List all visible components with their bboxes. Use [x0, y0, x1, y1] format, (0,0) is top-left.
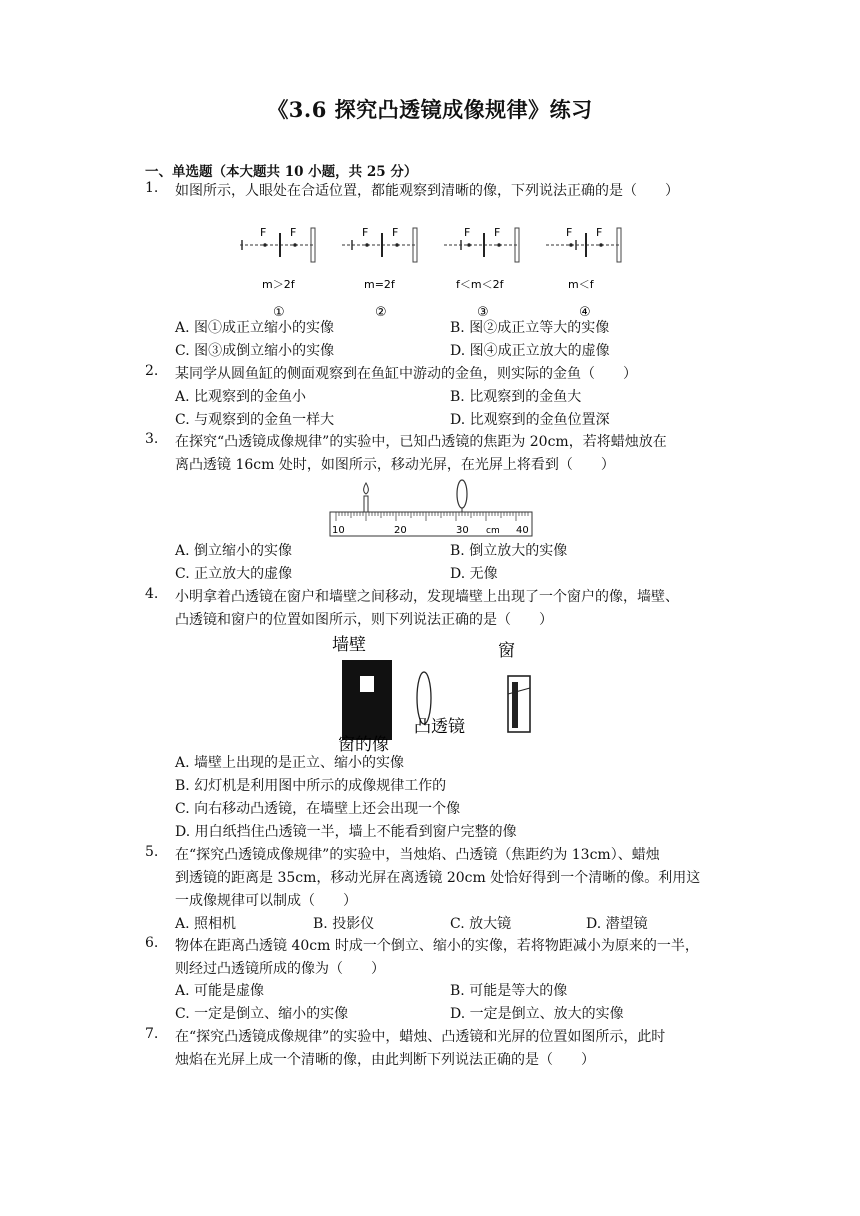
focus-label: F: [260, 226, 267, 239]
tick-label: 20: [394, 525, 407, 536]
question-stem-line-2: 烛焰在光屏上成一个清晰的像，由此判断下列说法正确的是（ ）: [175, 1052, 595, 1068]
diagram-2: [342, 226, 417, 320]
question-stem-line-3: 一成像规律可以制成（ ）: [175, 893, 357, 909]
diagram-1: [240, 226, 315, 320]
focus-label: F: [362, 226, 369, 239]
tick-label: 30: [456, 525, 469, 536]
option-d[interactable]: D. 图④成正立放大的虚像: [450, 343, 610, 359]
question-stem-line-1: 小明拿着凸透镜在窗户和墙壁之间移动，发现墙壁上出现了一个窗户的像，墙壁、: [175, 589, 679, 605]
option-d[interactable]: D. 一定是倒立、放大的实像: [450, 1006, 624, 1022]
question-stem-line-2: 离凸透镜 16cm 处时，如图所示，移动光屏，在光屏上将看到（ ）: [175, 457, 615, 473]
wall-label: 墙壁: [332, 635, 366, 655]
question-number: 1.: [145, 180, 159, 196]
question-stem-line-2: 到透镜的距离是 35cm，移动光屏在离透镜 20cm 处恰好得到一个清晰的像。利用这: [175, 870, 701, 886]
option-c[interactable]: C. 与观察到的金鱼一样大: [175, 412, 335, 428]
option-a[interactable]: A. 照相机: [175, 916, 237, 932]
option-a[interactable]: A. 图①成正立缩小的实像: [175, 320, 335, 336]
focus-label: F: [494, 226, 501, 239]
option-a[interactable]: A. 墙壁上出现的是正立、缩小的实像: [175, 755, 405, 771]
diagram-number: ②: [375, 305, 387, 320]
question-stem-line-1: 在“探究凸透镜成像规律”的实验中，当烛焰、凸透镜（焦距约为 13cm）、蜡烛: [175, 847, 660, 863]
focus-label: F: [566, 226, 573, 239]
lens-label: 凸透镜: [414, 717, 465, 737]
option-c[interactable]: C. 正立放大的虚像: [175, 566, 293, 582]
option-b[interactable]: B. 比观察到的金鱼大: [450, 389, 582, 405]
question-number: 4.: [145, 586, 159, 602]
question-stem: 如图所示，人眼处在合适位置，都能观察到清晰的像，下列说法正确的是（ ）: [175, 183, 679, 199]
question-stem-line-1: 在探究“凸透镜成像规律”的实验中，已知凸透镜的焦距为 20cm，若将蜡烛放在: [175, 434, 667, 450]
option-c[interactable]: C. 一定是倒立、缩小的实像: [175, 1006, 349, 1022]
focus-label: F: [596, 226, 603, 239]
option-d[interactable]: D. 无像: [450, 566, 498, 582]
question-number: 7.: [145, 1026, 159, 1042]
option-b[interactable]: B. 幻灯机是利用图中所示的成像规律工作的: [175, 778, 447, 794]
diagram-number: ①: [273, 305, 285, 320]
question-number: 2.: [145, 363, 159, 379]
question-number: 5.: [145, 844, 159, 860]
q4-wall-lens-window: [326, 632, 546, 754]
question-stem-line-1: 在“探究凸透镜成像规律”的实验中，蜡烛、凸透镜和光屏的位置如图所示，此时: [175, 1029, 666, 1045]
option-d[interactable]: D. 潜望镜: [586, 916, 648, 932]
question-number: 6.: [145, 935, 159, 951]
focus-label: F: [290, 226, 297, 239]
option-b[interactable]: B. 图②成正立等大的实像: [450, 320, 610, 336]
section-heading: 一、单选题（本大题共 10 小题，共 25 分）: [145, 164, 418, 180]
question-number: 3.: [145, 431, 159, 447]
focus-label: F: [464, 226, 471, 239]
page-title: 《3.6 探究凸透镜成像规律》练习: [267, 97, 593, 122]
option-b[interactable]: B. 投影仪: [313, 916, 375, 932]
tick-label: cm: [486, 526, 500, 536]
tick-label: 10: [332, 525, 345, 536]
q3-optical-bench: [326, 478, 536, 540]
question-stem-line-2: 则经过凸透镜所成的像为（ ）: [175, 961, 385, 977]
tick-label: 40: [516, 525, 529, 536]
option-c[interactable]: C. 放大镜: [450, 916, 512, 932]
diagram-caption: f＜m＜2f: [456, 278, 504, 291]
question-stem-line-2: 凸透镜和窗户的位置如图所示，则下列说法正确的是（ ）: [175, 612, 553, 628]
question-stem: 某同学从圆鱼缸的侧面观察到在鱼缸中游动的金鱼，则实际的金鱼（ ）: [175, 366, 637, 382]
window-label: 窗: [498, 641, 515, 661]
ruler-ticks: [336, 512, 528, 521]
option-a[interactable]: A. 可能是虚像: [175, 983, 265, 999]
option-a[interactable]: A. 比观察到的金鱼小: [175, 389, 307, 405]
diagram-4: [546, 226, 621, 320]
option-a[interactable]: A. 倒立缩小的实像: [175, 543, 293, 559]
option-b[interactable]: B. 倒立放大的实像: [450, 543, 568, 559]
diagram-number: ④: [579, 305, 591, 320]
image-label: 窗的像: [338, 735, 389, 754]
focus-label: F: [392, 226, 399, 239]
option-c[interactable]: C. 向右移动凸透镜，在墙壁上还会出现一个像: [175, 801, 461, 817]
diagram-caption: m＞2f: [262, 278, 295, 291]
diagram-3: [444, 226, 519, 320]
option-d[interactable]: D. 比观察到的金鱼位置深: [450, 412, 610, 428]
diagram-caption: m=2f: [364, 278, 395, 291]
question-stem-line-1: 物体在距离凸透镜 40cm 时成一个倒立、缩小的实像，若将物距减小为原来的一半，: [175, 938, 699, 954]
option-d[interactable]: D. 用白纸挡住凸透镜一半，墙上不能看到窗户完整的像: [175, 824, 517, 840]
option-c[interactable]: C. 图③成倒立缩小的实像: [175, 343, 335, 359]
diagram-number: ③: [477, 305, 489, 320]
diagram-caption: m＜f: [568, 278, 594, 291]
q1-lens-diagrams: [230, 218, 650, 322]
option-b[interactable]: B. 可能是等大的像: [450, 983, 568, 999]
